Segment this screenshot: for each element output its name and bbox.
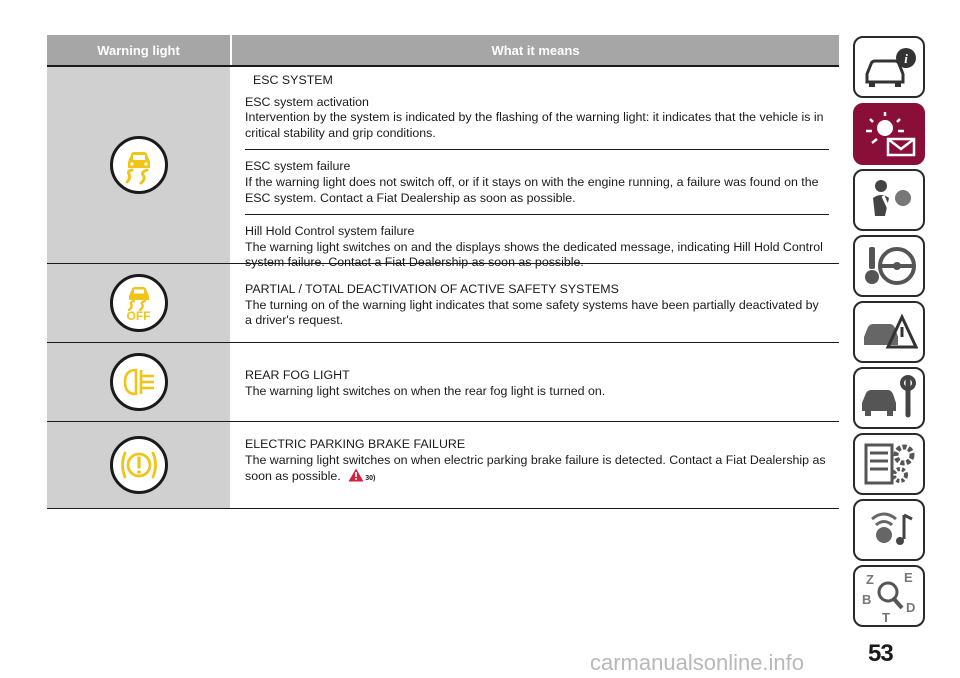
svg-text:B: B (862, 592, 872, 607)
esc-off-icon (110, 274, 168, 332)
watermark: carmanualsonline.info (590, 650, 805, 675)
car-info-icon (859, 44, 919, 90)
parking-brake-title: ELECTRIC PARKING BRAKE FAILURE (245, 437, 466, 451)
svg-text:Z: Z (866, 572, 874, 587)
car-crash-emergency-icon (858, 307, 920, 357)
rear-fog-text: The warning light switches on when the rear fog light is turned on. (245, 383, 606, 398)
tab-multimedia[interactable] (853, 499, 925, 561)
rear-fog-title: REAR FOG LIGHT (245, 368, 350, 382)
tab-car-info[interactable] (853, 36, 925, 98)
parking-brake-text: The warning light switches on when electric parking brake failure is detected. Contact a Fiat Dealership as soon as possible. (245, 452, 826, 484)
rear-fog-light-icon (110, 353, 168, 411)
tab-emergency[interactable] (853, 301, 925, 363)
deactivation-title: PARTIAL / TOTAL DEACTIVATION OF ACTIVE SAFETY SYSTEMS (245, 282, 619, 296)
warning-lights-table (47, 35, 839, 509)
safety-airbag-icon (861, 176, 917, 224)
car-maintenance-wrench-icon (858, 373, 920, 423)
esc-system-heading: ESC SYSTEM (253, 73, 333, 87)
esc-activation-text: Intervention by the system is indicated by the flashing of the warning light: it indicates that the vehicle is in critical stability and grip conditions. (245, 110, 824, 140)
esc-activation-title: ESC system activation (245, 94, 369, 109)
warning-lights-message-icon (858, 109, 920, 159)
hill-hold-text: The warning light switches on and the displays shows the dedicated message, indicating Hill Hold Control system failure. Contact a Fiat Dealership as soon as possible. (245, 239, 823, 270)
table-row (47, 422, 839, 509)
table-header (47, 35, 839, 65)
multimedia-music-icon (858, 505, 920, 555)
table-row (47, 264, 839, 343)
tab-safety[interactable] (853, 169, 925, 231)
note-reference: 30) (365, 475, 376, 483)
tab-warning-lights[interactable] (853, 103, 925, 165)
tab-specifications[interactable] (853, 433, 925, 495)
table-row (47, 67, 839, 270)
esc-failure-text: If the warning light does not switch off, or if it stays on with the engine running, a failure was found on the ESC system. Contact a Fiat Dealership as soon as possible. (245, 174, 819, 205)
deactivation-text: The turning on of the warning light indicates that some safety systems have been partially deactivated by a driver's request. (245, 297, 819, 328)
esc-skid-icon (110, 136, 168, 194)
parking-brake-failure-icon (110, 436, 168, 494)
tab-maintenance[interactable] (853, 367, 925, 429)
steering-wheel-key-icon (859, 241, 919, 291)
svg-text:E: E (904, 570, 913, 585)
hill-hold-title: Hill Hold Control system failure (245, 224, 415, 239)
tab-index[interactable] (853, 565, 925, 627)
specifications-gear-icon (858, 439, 920, 489)
header-warning-light: Warning light (97, 42, 180, 58)
svg-text:T: T (882, 610, 890, 624)
svg-text:D: D (906, 600, 916, 615)
table-row (47, 343, 839, 422)
index-search-icon (858, 568, 920, 624)
svg-text:i: i (904, 51, 908, 66)
page-number: 53 (868, 640, 893, 667)
tab-starting-driving[interactable] (853, 235, 925, 297)
header-what-it-means: What it means (491, 42, 580, 58)
esc-failure-title: ESC system failure (245, 159, 351, 174)
off-label: OFF (126, 308, 151, 323)
warning-triangle-icon (348, 468, 364, 487)
